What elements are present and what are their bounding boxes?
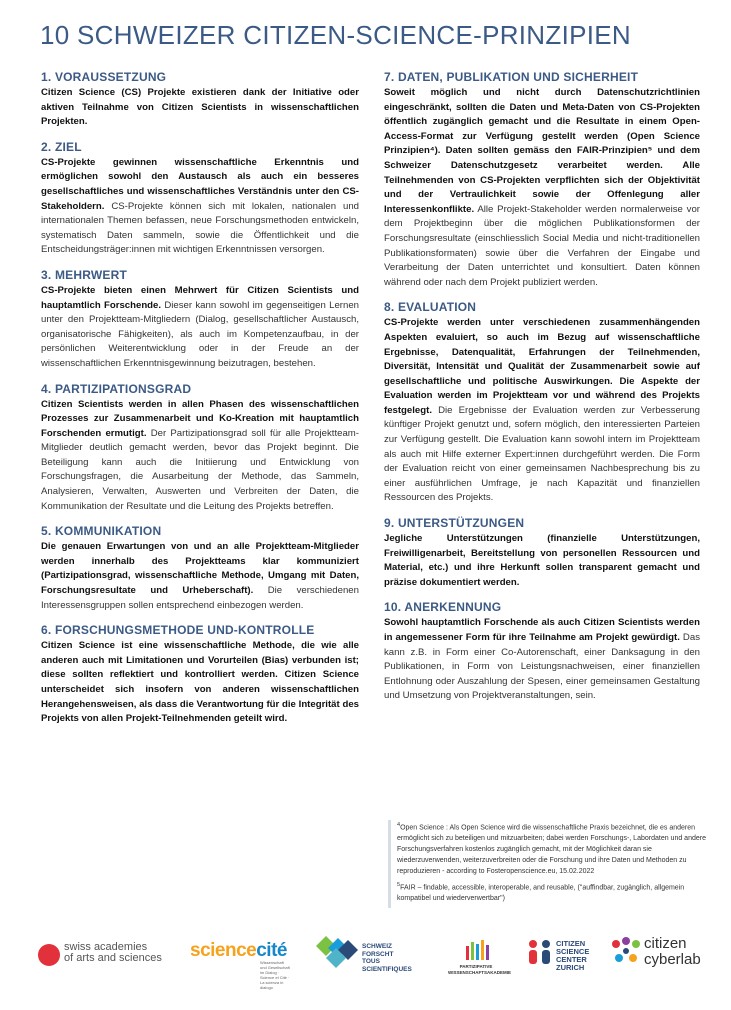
section-body: Citizen Science ist eine wissenschaftliche Methode, die wie alle anderen auch mit Limitationen und Vorurteilen (Bias) verbunden ist; diese sollten reflektiert und kontrolliert werden. Citizen Science unterscheidet sich insofern von anderen wissenschaftlichen Herangehensweisen, als dass die Verantwortung für die Integrität des Projekts von allen Projekt-Teilnehmenden geteilt wird. xyxy=(41,640,359,725)
section-voraussetzung xyxy=(41,70,359,130)
section-body: Die genauen Erwartungen von und an alle Projektteam-Mitglieder werden innerhalb des Projektteams klar kommuniziert (Partizipationsgrad, wissenschaftliche Methode, Umgang mit Daten, Forschungsresultate und Urheberschaft). Die verschiedenen Interessensgruppen sollen entsprechend einbezogen werden. xyxy=(41,541,359,611)
swiss-academies-logo: swiss academies of arts and sciences xyxy=(38,936,178,976)
section-heading: 7. DATEN, PUBLIKATION UND SICHERHEIT xyxy=(384,70,639,84)
section-body: Citizen Science (CS) Projekte existieren dank der Initiative oder aktiven Teilnahme von Citizen Scientists in wissenschaftlichen Projekten. xyxy=(41,87,359,128)
section-forschungsmethode xyxy=(41,623,359,727)
left-column xyxy=(41,70,359,737)
section-heading: 9. UNTERSTÜTZUNGEN xyxy=(384,516,525,531)
footnotes xyxy=(388,820,711,908)
section-heading: 2. ZIEL xyxy=(41,139,82,154)
section-kommunikation xyxy=(41,524,359,613)
schweiz-forscht-mark-icon xyxy=(316,936,358,970)
section-body: Citizen Scientists werden in allen Phasen des wissenschaftlichen Prozesses zur Zusammenarbeit und Ko-Kreation mit hauptamtlich Forschenden ermutigt. Der Partizipationsgrad soll für alle Projektteam-Mitglieder deutlich gemacht werden, bevor das Projekt beginnt. Die Beteiligung kann auch die Initiierung und Entwicklung von Forschungsfragen, die Ausarbeitung der Methode, das Sammeln, Analysieren, Verwalten, Auswerten und Verbreiten der Daten, die Kommunikation der Resultate und die Leitung des Projekts betreffen. xyxy=(41,398,359,512)
partizipative-wissenschaftsakademie-logo: PARTIZIPATIVE WISSENSCHAFTSAKADEMIE xyxy=(448,936,508,980)
citizen-science-center-zurich-logo: CITIZEN SCIENCE CENTER ZURICH xyxy=(526,936,606,976)
cscz-figures-icon xyxy=(526,936,554,966)
section-heading: 6. FORSCHUNGSMETHODE UND-KONTROLLE xyxy=(41,623,315,638)
page-title: 10 SCHWEIZER CITIZEN-SCIENCE-PRINZIPIEN xyxy=(40,20,631,50)
cyberlab-people-icon xyxy=(610,936,642,968)
section-body: CS-Projekte gewinnen wissenschaftliche Erkenntnis und ermöglichen sowohl den Austausch als auch ein besseres gesellschaftliches und wissenschaftliches Verständnis unter den CS-Stakeholdern. CS-Projekte können sich mit lokalen, nationalen und internationalen Themen befassen, neue Forschungsmethoden entwickeln, systematisch Daten sammeln, sowie die Öffentlichkeit und die Entscheidungsträger:innen mit wichtigen Erkenntnissen versorgen. xyxy=(41,156,359,256)
section-body: Sowohl hauptamtlich Forschende als auch Citizen Scientists werden in angemessener Form für ihre Teilnahme am Projekt gewürdigt. Das kann z.B. in Form einer Co-Autorenschaft, einer Danksagung in den Publikationen, in Form von Leistungsnachweisen, einer finanziellen Entlohnung oder Auszahlung der Spesen, einer gemeinsamen Gestaltung und Umsetzung von Projektveranstaltungen, sein. xyxy=(384,617,700,702)
section-daten-publikation xyxy=(384,70,700,290)
footnote-open-science: $^4$Open Science : Als Open Science wird die wissenschaftliche Praxis bezeichnet, die es anderen ermöglicht sich zu beteiligen und mitzuarbeiten; dabei werden Forschungs-, Labordaten und andere Forschungsverfahren kostenlos zugänglich gemacht, mit der Möglichkeit daran sie wiederzuverwenden, weiterzuverbreiten oder die Forschung und ihre Daten und Methoden zu reproduzieren - according to Fosteropenscience.eu, 15.02.2022 xyxy=(397,822,706,875)
section-partizipationsgrad xyxy=(41,382,359,515)
section-heading: 4. PARTIZIPATIONSGRAD xyxy=(41,381,192,396)
section-heading: 3. MEHRWERT xyxy=(41,267,127,282)
partner-logos xyxy=(38,935,701,992)
footnote-fair: $^5$FAIR – findable, accessible, interoperable, and reusable, ("auffindbar, zugänglich, allgemein kompatibel und wiederverwertbar") xyxy=(397,882,685,903)
schweiz-forscht-logo: SCHWEIZ FORSCHT TOUS SCIENTIFIQUES xyxy=(316,936,426,976)
citizen-cyberlab-logo: citizen cyberlab xyxy=(610,936,700,976)
swiss-academies-mark-icon xyxy=(38,944,60,966)
section-heading: 8. EVALUATION xyxy=(384,300,477,315)
section-ziel xyxy=(41,140,359,258)
section-body: Soweit möglich und nicht durch Datenschutzrichtlinien eingeschränkt, sollten die Daten und Meta-Daten von CS-Projekten öffentlich zugänglich gemacht und die Resultate in einem Open-Access-Format zur Verfügung gestellt werden (Open Science Prinzipien⁴). Daten sollten gemäss den FAIR-Prinzipien⁵ und dem Schweizer Datenschutzgesetz verarbeitet werden. Alle Teilnehmenden von CS-Projekten verpflichten sich der Objektivität und der Vertraulichkeit sowie der Offenlegung aller Interessenkonflikte. Alle Projekt-Stakeholder werden normalerweise vor dem Projektbeginn über die möglichen Publikationsformen der Forschungsresultate (einschliesslich Social Media und nicht-traditionellen Publikationsformaten) sowie über die Verfahren der Eingabe und Verarbeitung der Daten unterrichtet und konsultiert. Daten können während oder nach dem Projekt publiziert werden. xyxy=(384,87,700,288)
section-anerkennung xyxy=(384,600,700,704)
right-column xyxy=(384,70,700,714)
section-mehrwert xyxy=(41,268,359,372)
academy-figures-icon xyxy=(448,936,504,962)
section-unterstuetzungen xyxy=(384,516,700,590)
science-et-cite-logo: sciencecité Wissenschaft und Gesellschaft im Dialog · Science et Cité · La scienza in dialogo xyxy=(190,940,290,990)
section-heading: 1. VORAUSSETZUNG xyxy=(41,70,167,84)
section-evaluation xyxy=(384,300,700,506)
section-body: Jegliche Unterstützungen (finanzielle Unterstützungen, Freiwilligenarbeit, Bereitstellung von personellen Ressourcen und Material, etc.) und ihre Herkunft sollen transparent gemacht und präzise dokumentiert werden. xyxy=(384,533,700,588)
section-body: CS-Projekte werden unter verschiedenen zusammenhängenden Aspekten evaluiert, so auch im Bezug auf wissenschaftliche Ergebnisse, Datenqualität, Erfahrungen der Teilnehmenden, Diversität, Intensität und Qualität der Zusammenarbeit sowie auf gesellschaftliche und politische Auswirkungen. Die Aspekte der Evaluation werden im Projektteam vor und während des Projekts festgelegt. Die Ergebnisse der Evaluation werden zur Verbesserung künftiger Projekt genutzt und, sofern möglich, den interessierten Parteien zur Verfügung gestellt. Die Evaluation kann sowohl intern im Projektteam als auch mit Hilfe externer Expert:innen durchgeführt werden. Die Form der Evaluation reicht von einer gemeinsamen Nachbesprechung bis zu einer ausführlichen Umfrage, je nach Kapazität und finanziellen Ressourcen des Projekts. xyxy=(384,317,700,504)
section-heading: 5. KOMMUNIKATION xyxy=(41,524,162,539)
section-body: CS-Projekte bieten einen Mehrwert für Citizen Scientists und hauptamtlich Forschende. Dieser kann sowohl im gegenseitigen Lernen unter den Projektteam-Mitgliedern (Dialog, gesellschaftlicher Austausch, organisatorische Fähigkeiten), als auch im Kompetenzaufbau, in der persönlichen Weiterentwicklung oder in der Freude an der wissenschaftlichen Erkenntnisgewinnung beizutragen, bestehen. xyxy=(41,284,359,369)
section-heading: 10. ANERKENNUNG xyxy=(384,600,502,615)
